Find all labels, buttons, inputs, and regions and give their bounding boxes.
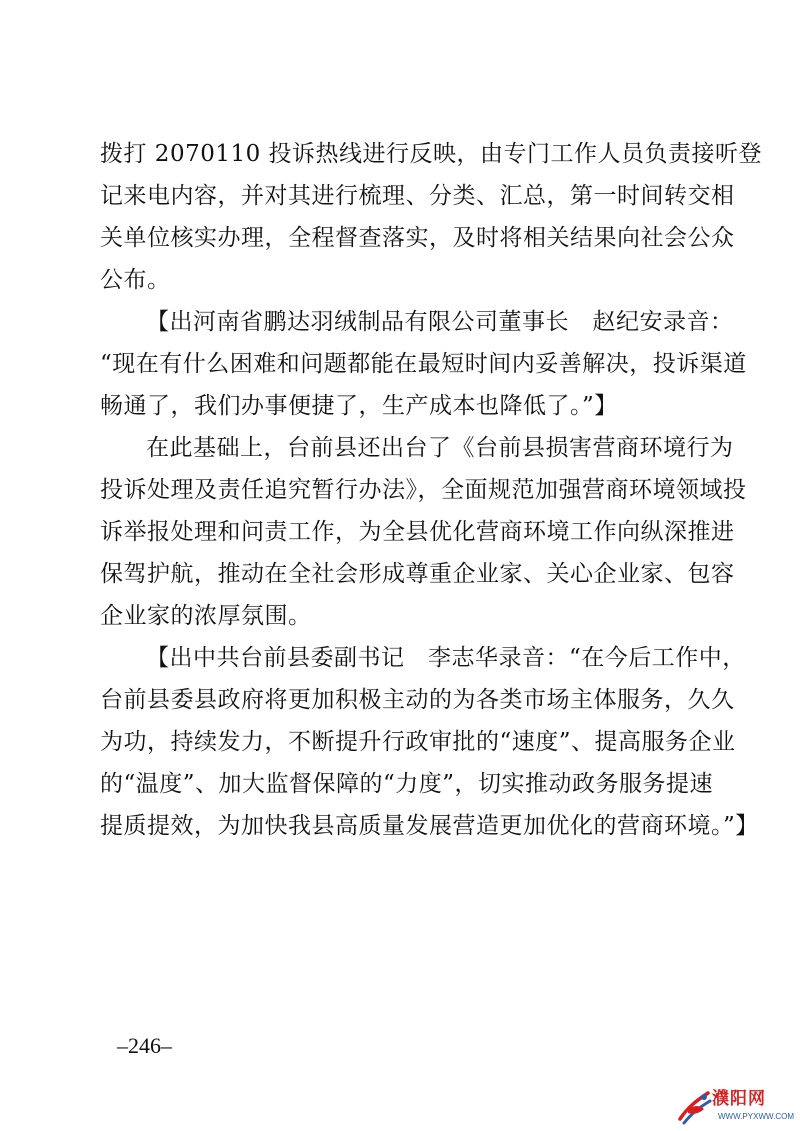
text-line: 诉举报处理和问责工作，为全县优化营商环境工作向纵深推进 bbox=[100, 519, 735, 545]
text-line: 【出中共台前县委副书记 李志华录音：“在今后工作中， bbox=[146, 645, 746, 671]
text-line: 投诉处理及责任追究暂行办法》，全面规范加强营商环境领域投 bbox=[100, 477, 747, 503]
text-line: 在此基础上，台前县还出台了《台前县损害营商环境行为 bbox=[146, 435, 734, 461]
text-line: 畅通了，我们办事便捷了，生产成本也降低了。”】 bbox=[100, 393, 618, 419]
watermark-url: WWW.PYXWW.COM bbox=[718, 1112, 794, 1121]
text-line: 拨打 2070110 投诉热线进行反映，由专门工作人员负责接听登 bbox=[100, 141, 763, 167]
body-text bbox=[100, 133, 763, 847]
text-line: 台前县委县政府将更加积极主动的为各类市场主体服务，久久 bbox=[100, 687, 735, 713]
puyang-logo-icon bbox=[674, 1087, 714, 1127]
text-line: 关单位核实办理，全程督查落实，及时将相关结果向社会公众 bbox=[100, 225, 735, 251]
text-line: 为功，持续发力，不断提升行政审批的“速度”、提高服务企业 bbox=[100, 729, 736, 755]
text-line: 提质提效，为加快我县高质量发展营造更加优化的营商环境。”】 bbox=[100, 813, 759, 839]
page-number: –246– bbox=[117, 1033, 172, 1058]
text-line: 【出河南省鹏达羽绒制品有限公司董事长 赵纪安录音： bbox=[146, 309, 734, 335]
watermark bbox=[674, 1087, 796, 1127]
text-line: 公布。 bbox=[100, 267, 171, 293]
text-line: “现在有什么困难和问题都能在最短时间内妥善解决，投诉渠道 bbox=[100, 351, 747, 377]
text-line: 记来电内容，并对其进行梳理、分类、汇总，第一时间转交相 bbox=[100, 183, 735, 209]
text-line: 企业家的浓厚氛围。 bbox=[100, 603, 312, 629]
text-line: 保驾护航，推动在全社会形成尊重企业家、关心企业家、包容 bbox=[100, 561, 735, 587]
text-line: 的“温度”、加大监督保障的“力度”，切实推动政务服务提速 bbox=[100, 771, 714, 797]
watermark-title: 濮阳网 bbox=[712, 1089, 766, 1109]
